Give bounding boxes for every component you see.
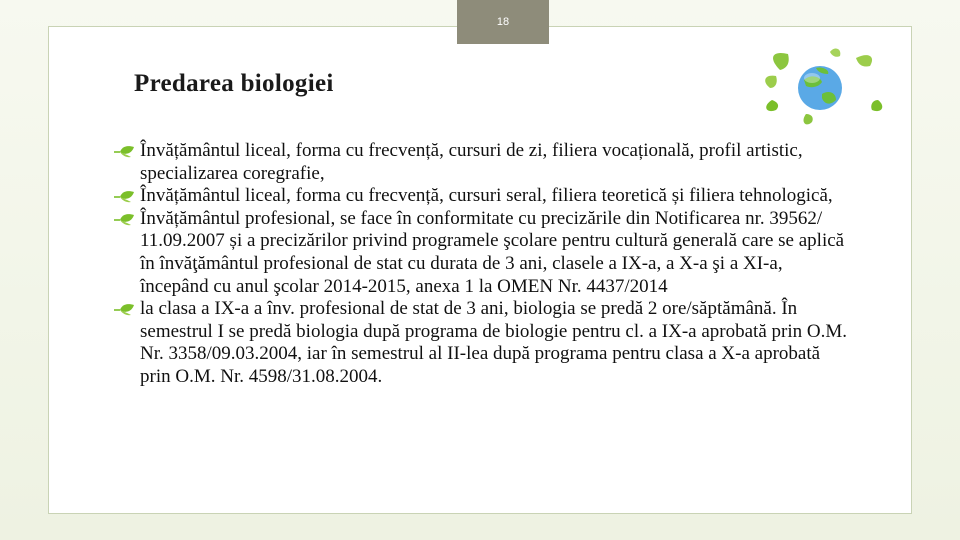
leaf-bullet-icon — [112, 190, 136, 204]
bullet-text: Învățământul liceal, forma cu frecvență, cursuri seral, filiera teoretică și filiera tehnologică, — [140, 185, 833, 207]
list-item — [112, 185, 852, 208]
page-number-tab — [457, 0, 549, 44]
bullet-list — [112, 140, 852, 389]
list-item — [112, 298, 852, 388]
bullet-text: la clasa a IX-a a înv. profesional de stat de 3 ani, biologia se predă 2 ore/săptămână. În semestrul I se predă biologia după programa de biologie pentru cl. a IX-a aprobată prin O.M. Nr. 3358/09.03.2004, iar în semestrul al II-lea după programa pentru clasa a X-a aprobată prin O.M. Nr. 4598/31.08.2004. — [140, 298, 847, 387]
list-item — [112, 140, 852, 185]
bullet-text: Învățământul profesional, se face în conformitate cu precizările din Notificarea nr. 39562/ 11.09.2007 și a precizărilor privind programele şcolare pentru cultură generală care se aplică în învăţământul profesional de stat cu durata de 3 ani, clasele a IX-a, a X-a şi a XI-a, începând cu anul şcolar 2014-2015, anexa 1 la OMEN Nr. 4437/2014 — [140, 207, 845, 297]
bullet-text: Învățământul liceal, forma cu frecvență, cursuri de zi, filiera vocațională, profil artistic, specializarea coregrafie, — [140, 140, 803, 184]
globe-with-leaves-icon — [760, 48, 890, 128]
slide-title: Predarea biologiei — [134, 70, 334, 97]
leaf-bullet-icon — [112, 303, 136, 317]
leaf-bullet-icon — [112, 145, 136, 159]
page-number: 18 — [496, 16, 510, 28]
leaf-bullet-icon — [112, 213, 136, 227]
list-item — [112, 208, 852, 298]
